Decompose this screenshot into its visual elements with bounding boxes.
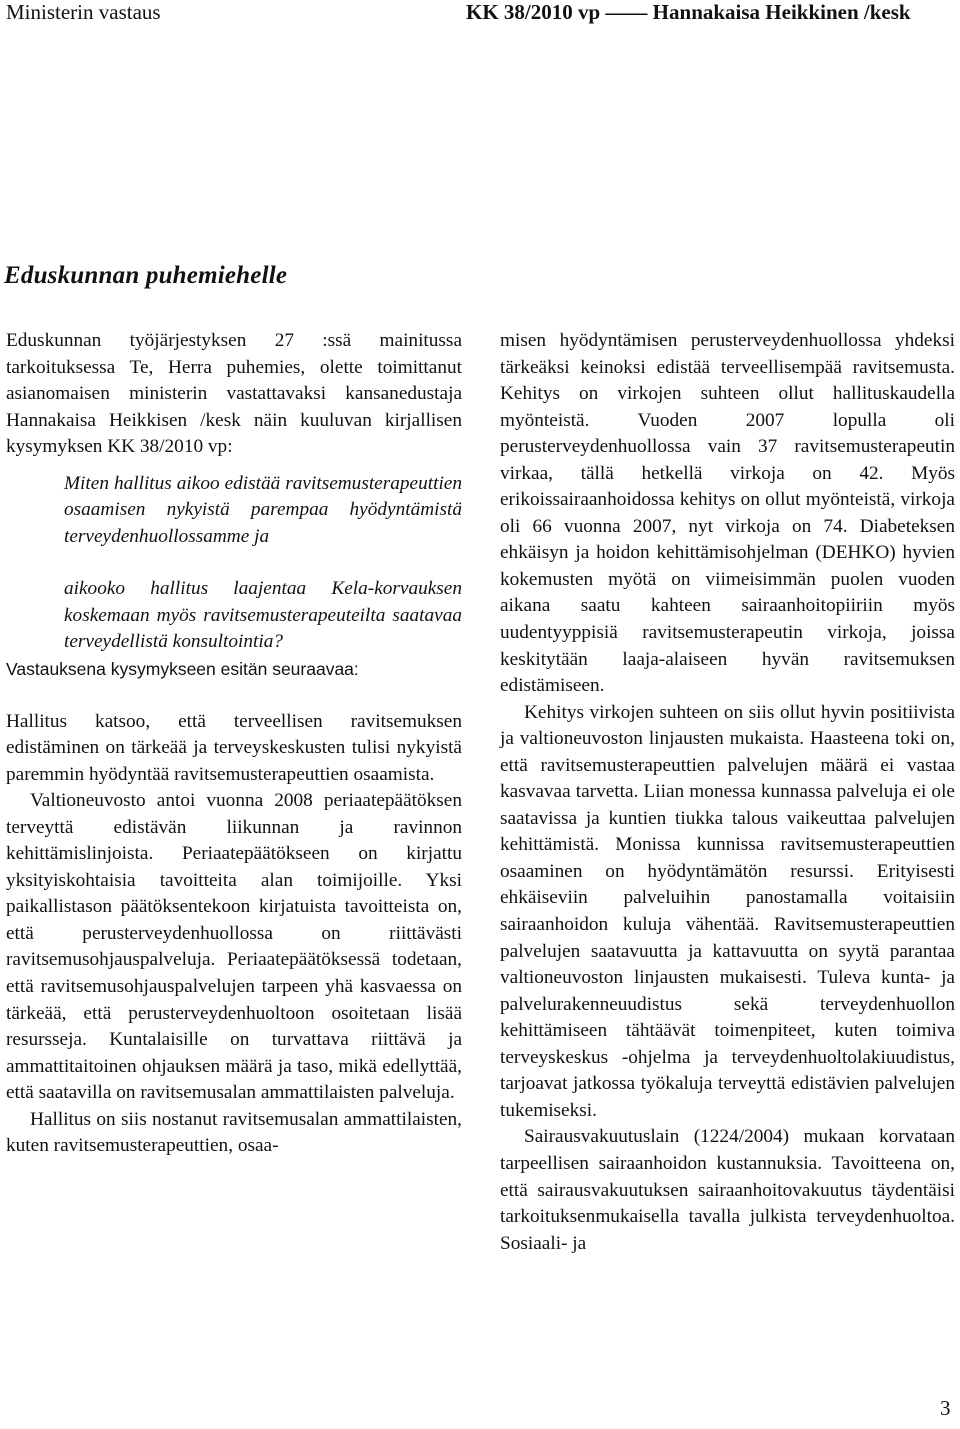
paragraph: misen hyödyntämisen perusterveydenhuollossa yhdeksi tärkeäksi keinoksi edistää terveellisempää ravitsemusta. Kehitys on virkojen suhteen ollut hallituskaudella myönteistä. Vuoden 2007 lopulla oli perusterveydenhuollossa vain 37 ravitsemusterapeutin virkaa, tällä hetkellä virkoja on 42. Myös erikoissairaanhoidossa kehitys on ollut myönteistä, virkoja oli 66 vuonna 2007, nyt virkoja on 74. Diabeteksen ehkäisyn ja hoidon kehittämisohjelman (DEHKO) hyvien kokemusten myötä on viimeisimmän puolen vuoden aikana saatu kahteen sairaanhoitopiiriin myös uudentyyppisiä ravitsemusterapeutin virkoja, joissa keskitytään laaja-alaiseen hyvän ravitsemuksen edistämiseen. — [500, 330, 955, 697]
left-column — [6, 328, 462, 1160]
running-header-left: Ministerin vastaus — [6, 0, 161, 24]
question-1: Miten hallitus aikoo edistää ravitsemusterapeuttien osaamisen nykyistä parempaa hyödyntämistä terveydenhuollossamme ja — [64, 472, 462, 547]
intro-paragraph: Eduskunnan työjärjestyksen 27 :ssä mainitussa tarkoituksessa Te, Herra puhemies, olette toimittanut asianomaisen ministerin vastattavaksi kansanedustaja Hannakaisa Heikkisen /kesk näin kuuluvan kirjallisen kysymyksen KK 38/2010 vp: — [6, 330, 462, 458]
document-title: Eduskunnan puhemiehelle — [4, 262, 288, 289]
paragraph: Hallitus on siis nostanut ravitsemusalan ammattilaisten, kuten ravitsemusterapeuttien, osaa- — [6, 1108, 462, 1157]
paragraph: Kehitys virkojen suhteen on siis ollut hyvin positiivista ja valtioneuvoston linjausten mukaista. Haasteena toki on, että ravitsemusterapeuttien palvelujen määrä ei vastaa kasvavaa tarvetta. Liian monessa kunnassa palveluja ei ole saatavissa ja kuntien tiukka talous vaikeuttaa palvelujen kehittämistä. Monissa kunnissa ravitsemusterapeuttien osaaminen on hyödyntämätön resurssi. Erityisesti ehkäiseviin palveluihin panostamalla voitaisiin sairaanhoidon kuluja vähentää. Ravitsemusterapeuttien palvelujen saatavuutta ja kattavuutta on syytä parantaa valtioneuvoston linjausten mukaisesti. Tuleva kunta- ja palvelurakenneuudistus sekä terveydenhuollon kehittämiseen tähtäävät toimenpiteet, kuten toimiva terveyskeskus -ohjelma ja terveydenhuoltolakiuudistus, tarjoavat jatkossa työkaluja terveyttä edistävien palvelujen tukemiseksi. — [500, 701, 955, 1121]
running-header-right: KK 38/2010 vp —— Hannakaisa Heikkinen /kesk — [466, 0, 911, 24]
right-column — [500, 328, 955, 1257]
page-number: 3 — [940, 1396, 951, 1420]
paragraph: Sairausvakuutuslain (1224/2004) mukaan korvataan tarpeellisen sairaanhoidon kustannuksia. Tavoitteena on, että sairausvakuutuksen sairaanhoitovakuutus täydentäisi tarkoituksenmukaisella tavalla julkista terveydenhuoltoa. Sosiaali- ja — [500, 1126, 955, 1254]
paragraph: Valtioneuvosto antoi vuonna 2008 periaatepäätöksen terveyttä edistävän liikunnan ja ravinnon kehittämislinjoista. Periaatepäätökseen on kirjattu yksityiskohtaisia tavoitteita alan toimijoille. Yksi paikallistason päätöksentekoon kirjatuista tavoitteista on, että perusterveydenhuollossa on riittävästi ravitsemusohjauspalveluja. Periaatepäätöksessä todetaan, että ravitsemusohjauspalvelujen tarpeen yhä kasvaessa on tärkeää, että perusterveydenhuoltoon osoitetaan lisää resursseja. Kuntalaisille on turvattava riittävä ja ammattitaitoinen ohjauksen määrä ja taso, mikä edellyttää, että saatavilla on ravitsemusalan ammattilaisten palveluja. — [6, 790, 462, 1104]
question-2: aikooko hallitus laajentaa Kela-korvauksen koskemaan myös ravitsemusterapeuteilta saatavaa terveydellistä konsultointia? — [64, 578, 462, 653]
paragraph: Hallitus katsoo, että terveellisen ravitsemuksen edistäminen on tärkeää ja terveyskeskusten tulisi nykyistä paremmin hyödyntää ravitsemusterapeuttien osaamista. — [6, 710, 462, 785]
answer-intro: Vastauksena kysymykseen esitän seuraavaa: — [6, 659, 359, 680]
